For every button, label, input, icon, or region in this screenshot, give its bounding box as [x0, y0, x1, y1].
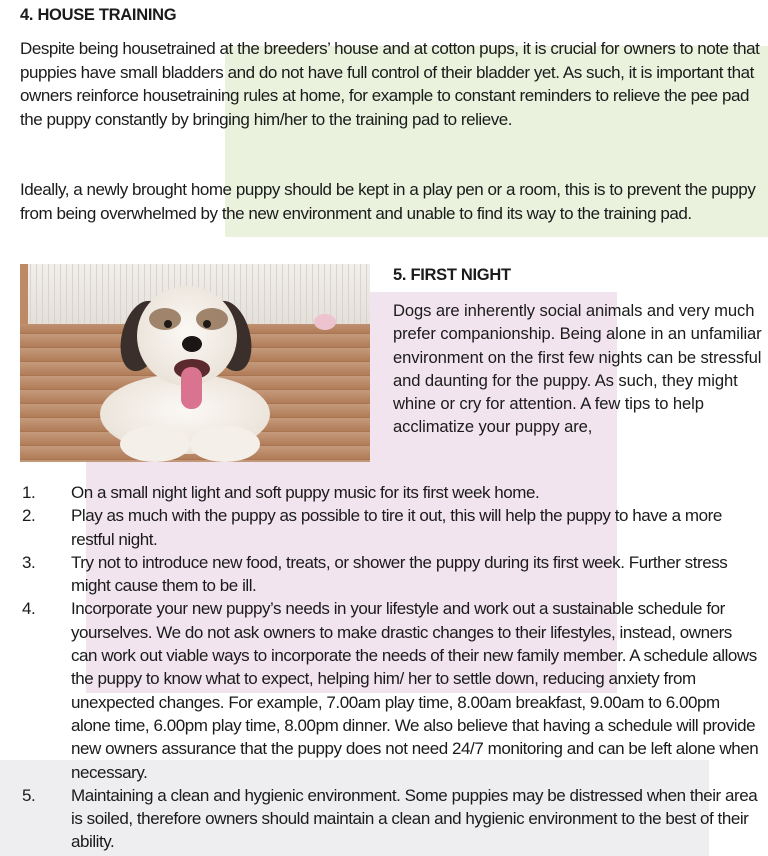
puppy-image-icon	[20, 264, 370, 462]
list-item-text: On a small night light and soft puppy music for its first week home.	[71, 483, 540, 502]
list-item	[0, 504, 761, 551]
list-item-text: Try not to introduce new food, treats, or shower the puppy during its first week. Further stress might cause them to be ill.	[71, 552, 728, 596]
section-heading-first-night: 5. FIRST NIGHT	[393, 266, 511, 284]
list-number: 2.	[22, 506, 36, 526]
list-number: 5.	[22, 785, 36, 805]
list-number: 3.	[22, 552, 36, 572]
list-item-text: Incorporate your new puppy’s needs in your lifestyle and work out a sustainable schedule for yourselves. We do not ask owners to make drastic changes to their lifestyles, instead, owners can work out viable ways to incorporate the needs of their new family member. A schedule allows the puppy to know what to expect, helping him/ her to settle down, reducing anxiety from unexpected changes. For example, 7.00am play time, 8.00am breakfast, 9.00am to 6.00pm alone time, 6.00pm play time, 8.00pm dinner. We also believe that having a schedule will provide new owners assurance that the puppy does not need 24/7 monitoring and can be left alone when necessary.	[71, 599, 759, 782]
first-night-intro: Dogs are inherently social animals and very much prefer companionship. Being alone in an unfamiliar environment on the first few nights can be stressful and daunting for the puppy. As such, they might whine or cry for attention. A few tips to help acclimatize your puppy are,	[393, 301, 762, 437]
house-training-paragraph-1: Despite being housetrained at the breeders’ house and at cotton pups, it is crucial for owners to note that puppies have small bladders and do not have full control of their bladder yet. As such, it is important that owners reinforce housetraining rules at home, for example to constant reminders to relieve the pee pad the puppy constantly by bringing him/her to the training pad to relieve.	[20, 39, 760, 129]
list-number: 4.	[22, 599, 36, 619]
section-heading-house-training: 4. HOUSE TRAINING	[20, 6, 177, 24]
list-item-text: Maintaining a clean and hygienic environment. Some puppies may be distressed when their area is soiled, therefore owners should maintain a clean and hygienic environment to the best of their ability.	[71, 785, 758, 852]
list-item-text: Play as much with the puppy as possible to tire it out, this will help the puppy to have a more restful night.	[71, 506, 722, 549]
list-item	[0, 784, 761, 854]
list-number: 1.	[22, 483, 36, 502]
list-item	[0, 481, 761, 504]
list-item	[0, 597, 761, 783]
house-training-paragraph-2: Ideally, a newly brought home puppy should be kept in a play pen or a room, this is to prevent the puppy from being overwhelmed by the new environment and unable to find its way to the training pad.	[20, 180, 756, 223]
first-night-tips-list	[0, 481, 768, 854]
list-item	[0, 551, 761, 598]
puppy-photo	[20, 264, 370, 462]
